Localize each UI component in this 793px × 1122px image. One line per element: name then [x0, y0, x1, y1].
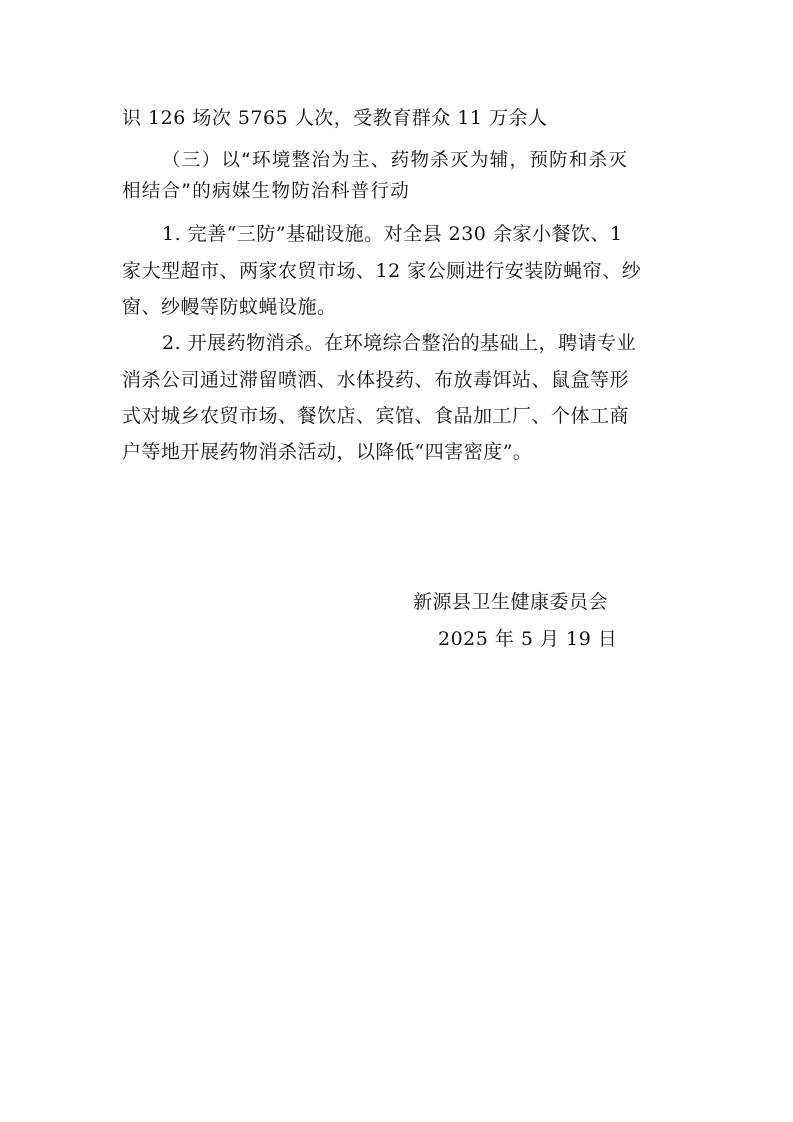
section-heading-line-2: 相结合”的病媒生物防治科普行动 [122, 181, 411, 202]
paragraph-line-1: 识 126 场次 5765 人次，受教育群众 11 万余人 [122, 107, 548, 129]
item-1-line-3: 窗、纱幔等防蚊蝇设施。 [122, 296, 337, 318]
item-1-line-2: 家大型超市、两家农贸市场、12 家公厕进行安装防蝇帘、纱 [122, 260, 642, 282]
section-heading-line-1: （三）以“环境整治为主、药物杀灭为辅，预防和杀灭 [162, 150, 629, 171]
signature-date: 2025 年 5 月 19 日 [438, 628, 618, 650]
item-2-line-2: 消杀公司通过滞留喷洒、水体投药、布放毒饵站、鼠盒等形 [122, 369, 630, 391]
item-2-line-1: 2. 开展药物消杀。在环境综合整治的基础上，聘请专业 [162, 332, 637, 354]
item-1-line-1: 1. 完善“三防”基础设施。对全县 230 余家小餐饮、1 [162, 223, 623, 245]
item-2-line-4: 户等地开展药物消杀活动，以降低“四害密度”。 [122, 441, 533, 463]
signature-organization: 新源县卫生健康委员会 [413, 591, 609, 613]
item-2-line-3: 式对城乡农贸市场、餐饮店、宾馆、食品加工厂、个体工商 [122, 405, 630, 427]
